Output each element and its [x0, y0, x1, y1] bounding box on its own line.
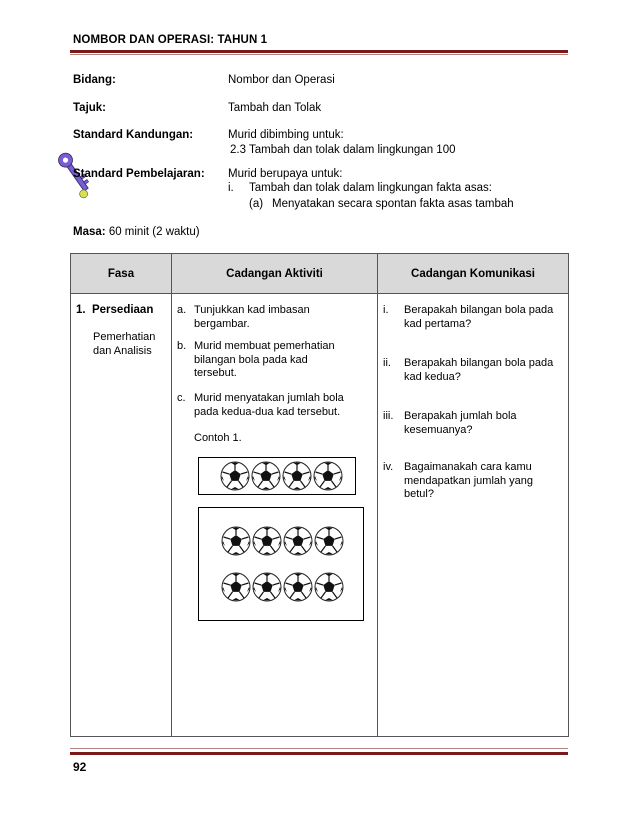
aktiviti-item-line2: bergambar. [194, 317, 250, 330]
aktiviti-item-marker: c. [177, 392, 186, 404]
komunikasi-item-marker: iv. [383, 461, 394, 473]
aktiviti-item-line2: pada kedua-dua kad tersebut. [194, 405, 341, 418]
standard-kandungan-label: Standard Kandungan: [73, 129, 194, 141]
standard-pembelajaran-item-marker: i. [228, 182, 234, 194]
fasa-cell [71, 294, 172, 737]
contoh-label: Contoh 1. [194, 432, 242, 444]
komunikasi-item-line2: kesemuanya? [404, 423, 473, 436]
komunikasi-item-ii [383, 357, 553, 384]
aktiviti-item-line1: Murid membuat pemerhatian [194, 340, 335, 352]
tajuk-value: Tambah dan Tolak [228, 102, 322, 114]
standard-pembelajaran-label: Standard Pembelajaran: [73, 168, 205, 180]
komunikasi-item-marker: iii. [383, 410, 394, 422]
komunikasi-item-line1: Berapakah bilangan bola pada [404, 304, 554, 316]
bidang-label: Bidang: [73, 74, 116, 86]
fasa-number: 1. [76, 304, 86, 316]
lesson-table [70, 253, 569, 737]
standard-pembelajaran-sub-text: Menyatakan secara spontan fakta asas tambah [272, 198, 514, 210]
standard-kandungan-line1: Murid dibimbing untuk: [228, 129, 344, 141]
komunikasi-item-iv [383, 461, 533, 502]
tajuk-label: Tajuk: [73, 102, 107, 114]
soccer-ball-icon [221, 572, 251, 602]
footer-rule-thin [70, 748, 568, 749]
soccer-ball-icon [283, 526, 313, 556]
komunikasi-item-marker: i. [383, 304, 389, 316]
soccer-ball-icon [314, 526, 344, 556]
soccer-ball-icon [313, 461, 343, 491]
komunikasi-item-line1: Berapakah jumlah bola [404, 410, 517, 422]
fasa-sub2: dan Analisis [93, 345, 152, 357]
table-header-row [71, 254, 569, 294]
aktiviti-item-c [177, 392, 344, 419]
komunikasi-item-line2: mendapatkan jumlah yang [404, 474, 534, 487]
aktiviti-item-marker: a. [177, 304, 187, 316]
aktiviti-cell [172, 294, 378, 737]
aktiviti-item-marker: b. [177, 340, 187, 352]
bidang-value: Nombor dan Operasi [228, 74, 335, 86]
page-header-title: NOMBOR DAN OPERASI: TAHUN 1 [73, 34, 268, 46]
page-number: 92 [73, 760, 87, 774]
aktiviti-item-line1: Tunjukkan kad imbasan [194, 304, 310, 316]
soccer-ball-icon [251, 461, 281, 491]
aktiviti-item-b [177, 340, 335, 381]
komunikasi-item-marker: ii. [383, 357, 391, 369]
soccer-ball-icon [282, 461, 312, 491]
header-rule-thin [70, 54, 568, 55]
header-fasa: Fasa [71, 254, 172, 294]
fasa-title: Persediaan [91, 304, 154, 316]
aktiviti-item-line1: Murid menyatakan jumlah bola [194, 392, 344, 404]
komunikasi-item-iii [383, 410, 517, 437]
komunikasi-item-line2: kad kedua? [404, 370, 461, 383]
fasa-title-line [76, 304, 153, 318]
komunikasi-item-line1: Berapakah bilangan bola pada [404, 357, 554, 369]
standard-pembelajaran-item-text: Tambah dan tolak dalam lingkungan fakta asas: [249, 182, 492, 194]
komunikasi-item-line1: Bagaimanakah cara kamu [404, 461, 532, 473]
footer-rule [70, 752, 568, 755]
aktiviti-item-line3: tersebut. [194, 367, 237, 379]
header-rule [70, 50, 568, 53]
komunikasi-item-line2: kad pertama? [404, 317, 472, 330]
standard-pembelajaran-sub-marker: (a) [249, 198, 264, 210]
masa-line [73, 225, 200, 239]
aktiviti-item-line2: bilangan bola pada kad [194, 353, 308, 366]
aktiviti-item-a [177, 304, 310, 331]
header-cadangan-aktiviti: Cadangan Aktiviti [172, 254, 378, 294]
soccer-ball-icon [283, 572, 313, 602]
standard-kandungan-line2: 2.3 Tambah dan tolak dalam lingkungan 100 [230, 144, 456, 156]
masa-value: 60 minit (2 waktu) [108, 226, 200, 238]
soccer-ball-icon [221, 526, 251, 556]
ball-card-1 [198, 457, 356, 495]
soccer-ball-icon [220, 461, 250, 491]
ball-card-2 [198, 507, 364, 621]
fasa-sub1: Pemerhatian [93, 331, 156, 343]
standard-pembelajaran-line1: Murid berupaya untuk: [228, 168, 343, 180]
soccer-ball-icon [252, 526, 282, 556]
masa-label: Masa: [73, 226, 106, 238]
komunikasi-item-i [383, 304, 553, 331]
soccer-ball-icon [252, 572, 282, 602]
table-row [71, 294, 569, 737]
komunikasi-item-line3: betul? [404, 488, 434, 500]
komunikasi-cell [378, 294, 569, 737]
header-cadangan-komunikasi: Cadangan Komunikasi [378, 254, 569, 294]
soccer-ball-icon [314, 572, 344, 602]
